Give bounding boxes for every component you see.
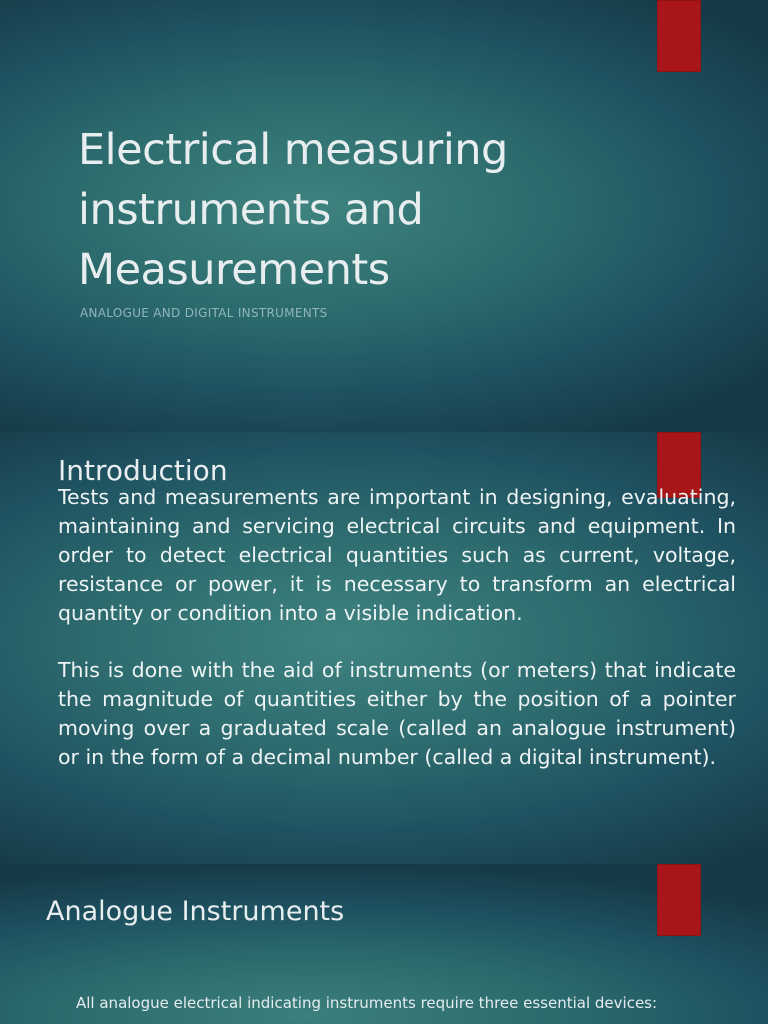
slide-body-text: All analogue electrical indicating instruments require three essential devices: <box>76 994 658 1012</box>
introduction-slide <box>0 432 768 864</box>
body-paragraph: This is done with the aid of instruments (or meters) that indicate the magnitude of quantities either by the position of a pointer moving over a graduated scale (called an analogue instrument) or in the form of a decimal number (called a digital instrument). <box>58 658 736 769</box>
presentation-subtitle: ANALOGUE AND DIGITAL INSTRUMENTS <box>80 306 328 320</box>
slide-title: Analogue Instruments <box>46 896 345 927</box>
slide-accent-tab <box>657 864 701 936</box>
presentation-title: Electrical measuring instruments and Measurements <box>78 125 508 295</box>
analogue-instruments-slide <box>0 864 768 1024</box>
body-paragraph: Tests and measurements are important in designing, evaluating, maintaining and servicing electrical circuits and equipment. In order to detect electrical quantities such as current, voltage, resistance or power, it is necessary to transform an electrical quantity or condition into a visible indication. <box>58 485 736 625</box>
slide-title: Introduction <box>58 454 228 487</box>
title-slide <box>0 0 768 432</box>
slide-accent-tab <box>657 0 701 72</box>
